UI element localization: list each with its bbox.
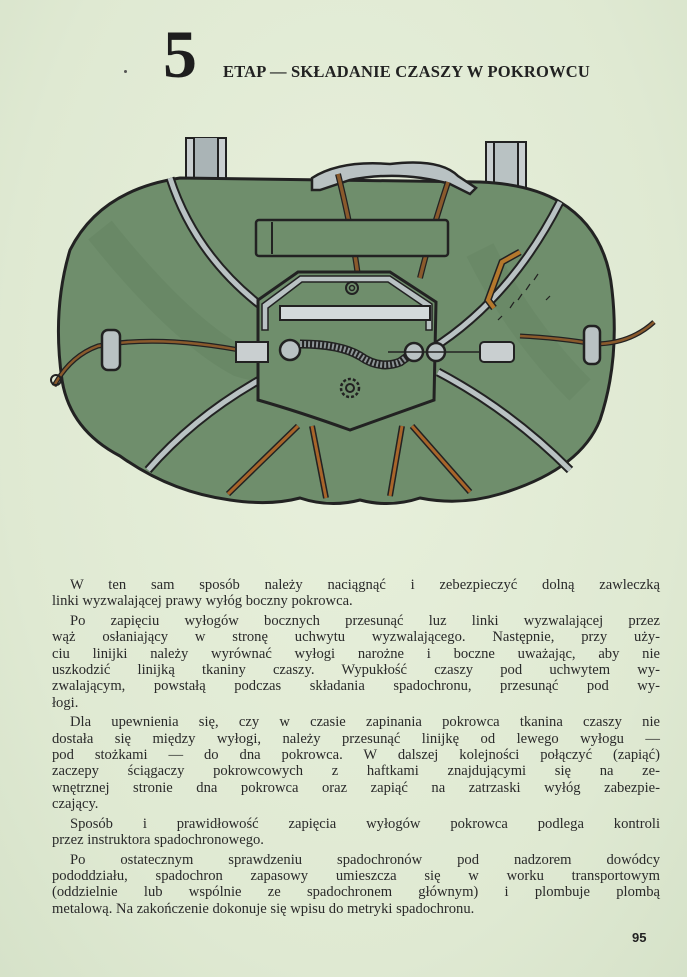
- paragraph-2: [52, 613, 660, 711]
- text-line: dostała się między wyłogi, należy przesunąć linijkę od lewego wyłogu —: [52, 730, 660, 747]
- text-line: zwalającym, powstałą podczas składania spadochronu, przesunąć pod wy-: [52, 678, 660, 695]
- text-line: pododdziału, spadochron zapasowy umieszcza się w worku transportowym: [52, 867, 660, 884]
- body-text: [52, 577, 660, 920]
- text-line: przez instruktora spadochronowego.: [52, 832, 264, 849]
- parachute-pack-illustration: [40, 130, 660, 510]
- text-line: Po ostatecznym sprawdzeniu spadochronów pod nadzorem dowódcy: [70, 851, 660, 868]
- text-line: łogi.: [52, 694, 79, 711]
- text-line: wąż osłaniający w stronę uchwytu wyzwalającego. Następnie, przy uży-: [52, 629, 660, 646]
- paragraph-4: [52, 816, 660, 849]
- text-line: czający.: [52, 796, 99, 813]
- paragraph-1: [52, 577, 660, 610]
- text-line: wnętrznej stronie dna pokrowca oraz zapiąć na zatrzaski wyłóg zabezpie-: [52, 779, 660, 796]
- page-number: 95: [632, 930, 647, 945]
- print-speck: [124, 70, 127, 73]
- text-line: ciu linijki należy wyrównać wyłogi narożne i boczne uważając, aby nie: [52, 645, 660, 662]
- text-line: Sposób i prawidłowość zapięcia wyłogów pokrowca podlega kontroli: [70, 815, 660, 832]
- text-line: Dla upewnienia się, czy w czasie zapinania pokrowca tkanina czaszy nie: [70, 714, 660, 731]
- chapter-number: 5: [163, 16, 197, 92]
- paragraph-5: [52, 852, 660, 918]
- text-line: uszkodzić linijką tkaniny czaszy. Wypukłość czaszy pod uchwytem wy-: [52, 662, 660, 679]
- text-line: (oddzielnie lub wspólnie ze spadochronem głównym) i plombuje plombą: [52, 884, 660, 901]
- text-line: pod stożkami — do dna pokrowca. W dalszej kolejności połączyć (zapiąć): [52, 747, 660, 764]
- chapter-title: ETAP — SKŁADANIE CZASZY W POKROWCU: [223, 62, 590, 81]
- text-line: metalową. Na zakończenie dokonuje się wpisu do metryki spadochronu.: [52, 900, 475, 917]
- text-line: zaczepy ściągaczy pokrowcowych z haftkami znajdującymi się na ze-: [52, 763, 660, 780]
- paragraph-3: [52, 714, 660, 812]
- text-line: W ten sam sposób należy naciągnąć i zebezpieczyć dolną zawleczką: [70, 577, 660, 593]
- text-line: linki wyzwalającej prawy wyłóg boczny pokrowca.: [52, 593, 353, 610]
- text-line: Po zapięciu wyłogów bocznych przesunąć luz linki wyzwalającej przez: [70, 612, 660, 629]
- chapter-header: [0, 0, 687, 110]
